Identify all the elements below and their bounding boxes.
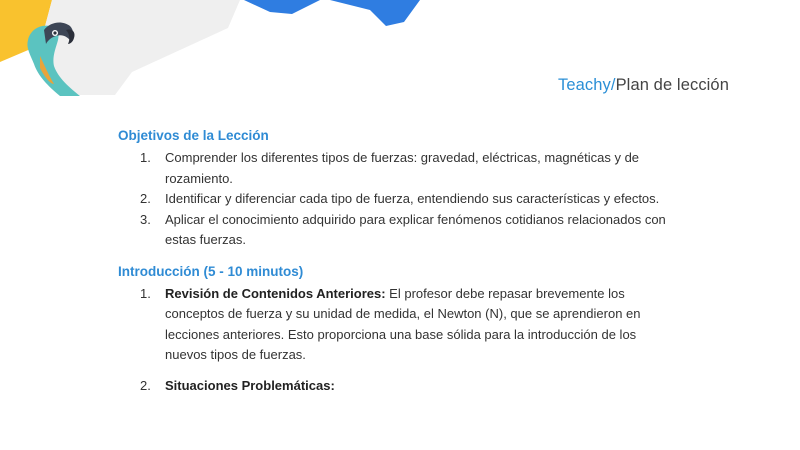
- item-text: Comprender los diferentes tipos de fuerzas: gravedad, eléctricas, magnéticas y de rozamiento.: [165, 150, 640, 186]
- document-header: [558, 76, 729, 95]
- blue-shape: [244, 0, 320, 14]
- item-text: El profesor debe repasar brevemente los conceptos de fuerza y su unidad de medida, el Newton (N), que se aprendieron en lecciones anteriores. Esto proporciona una base sólida para la introducción de los nuevos tipos de fuerzas.: [165, 285, 641, 362]
- item-bold-label: Situaciones Problemáticas:: [165, 377, 335, 393]
- objectives-heading: Objetivos de la Lección: [118, 128, 269, 143]
- item-number: 2.: [140, 377, 151, 393]
- breadcrumb-separator: /: [610, 76, 616, 94]
- gray-shape: [40, 0, 240, 95]
- introduction-list: [118, 284, 678, 397]
- item-bold-label: Revisión de Contenidos Anteriores:: [165, 285, 386, 301]
- list-item: [118, 210, 678, 251]
- item-number: 1.: [140, 285, 151, 301]
- header-decoration: [0, 0, 800, 120]
- objectives-list: [118, 148, 678, 251]
- item-text: Aplicar el conocimiento adquirido para explicar fenómenos cotidianos relacionados con estas fuerzas.: [165, 211, 666, 247]
- item-number: 1.: [140, 150, 151, 165]
- list-item: [118, 376, 678, 397]
- blue-shape-right: [330, 0, 420, 26]
- document-type: Plan de lección: [615, 76, 729, 94]
- introduction-heading: Introducción (5 - 10 minutos): [118, 263, 304, 279]
- item-number: 2.: [140, 191, 151, 206]
- list-item: [118, 284, 678, 366]
- item-number: 3.: [140, 211, 151, 227]
- lesson-plan-body: [118, 128, 678, 406]
- list-item: [118, 148, 678, 189]
- list-item: [118, 189, 678, 210]
- item-text: Identificar y diferenciar cada tipo de fuerza, entendiendo sus características y efectos.: [165, 191, 660, 206]
- brand-name[interactable]: Teachy: [558, 76, 611, 94]
